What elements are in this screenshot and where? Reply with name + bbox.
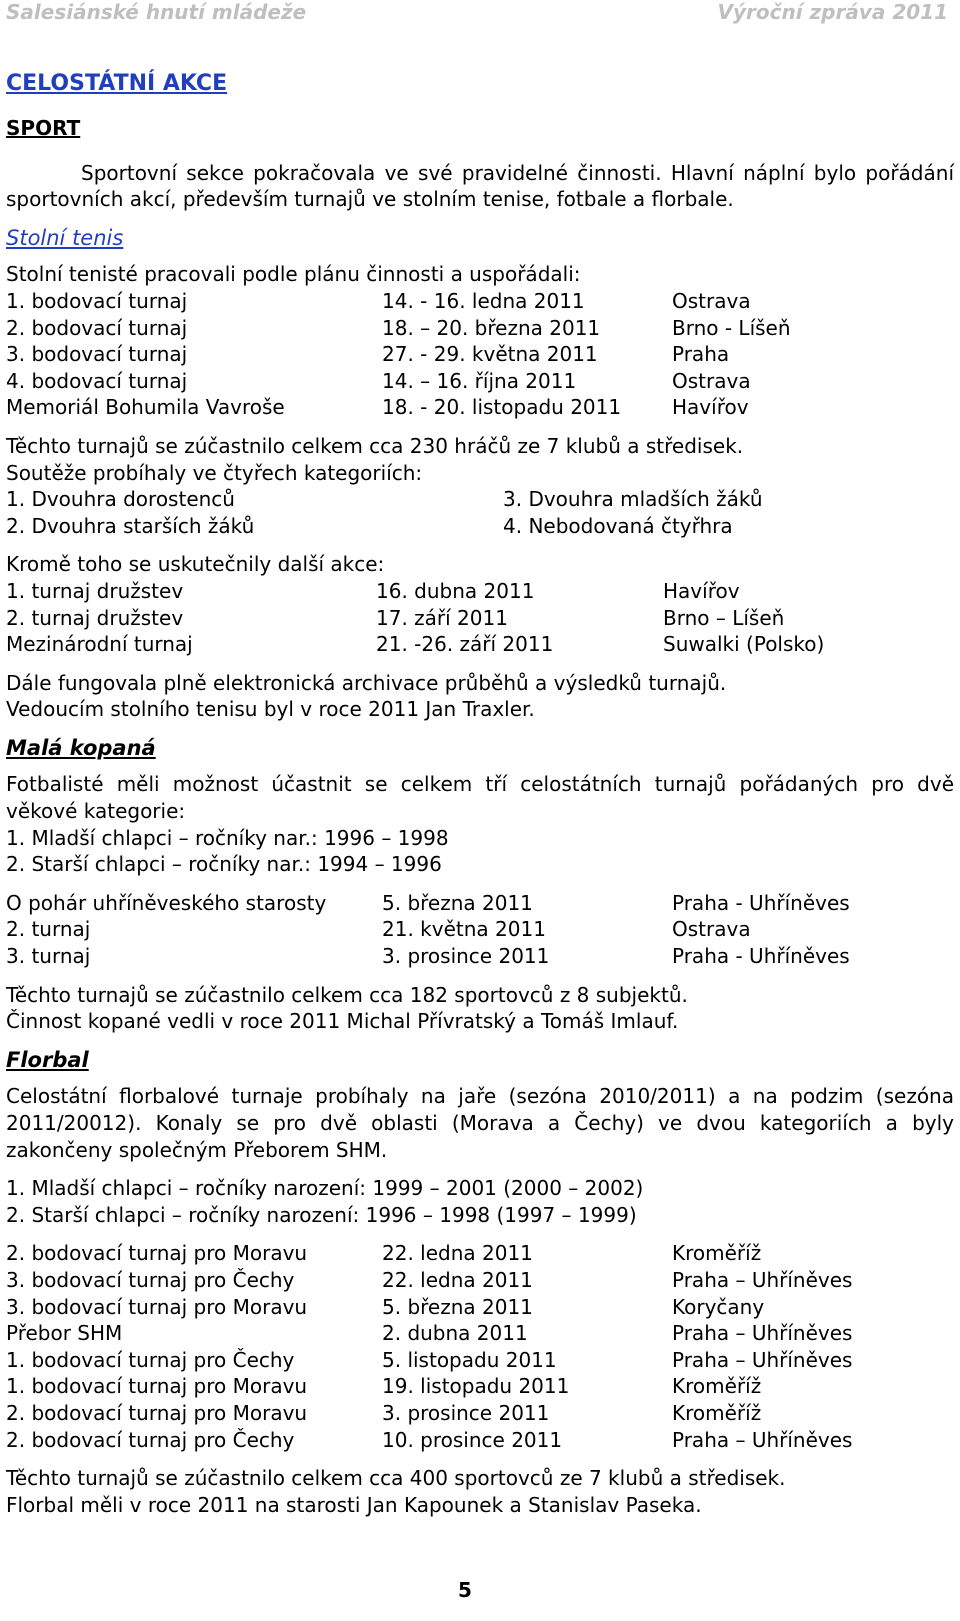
fb-category-1: 1. Mladší chlapci – ročníky narození: 1999 – 2001 (2000 – 2002) <box>6 1176 644 1201</box>
event-name: 2. bodovací turnaj <box>6 315 188 340</box>
page-content <box>6 70 954 1518</box>
event-date: 14. - 16. ledna 2011 <box>382 288 585 313</box>
event-date: 19. listopadu 2011 <box>382 1374 570 1399</box>
table-row <box>6 1373 954 1400</box>
event-name: 3. bodovací turnaj pro Čechy <box>6 1267 295 1292</box>
table-row <box>6 890 954 917</box>
tt-lead: Stolní tenisté pracovali podle plánu činnosti a uspořádali: <box>6 262 581 287</box>
event-date: 18. - 20. listopadu 2011 <box>382 395 622 420</box>
event-date: 3. prosince 2011 <box>382 944 550 969</box>
event-date: 10. prosince 2011 <box>382 1427 563 1452</box>
event-date: 21. května 2011 <box>382 917 546 942</box>
tt-note-leader: Vedoucím stolního tenisu byl v roce 2011 Jan Traxler. <box>6 697 535 722</box>
event-name: 2. turnaj <box>6 917 91 942</box>
event-place: Praha – Uhříněves <box>672 1347 853 1372</box>
tt-more-lead: Kromě toho se uskutečnily další akce: <box>6 552 385 577</box>
category: 4. Nebodovaná čtyřhra <box>503 513 733 538</box>
event-place: Brno – Líšeň <box>663 605 785 630</box>
page-header <box>6 0 948 24</box>
event-date: 16. dubna 2011 <box>376 578 535 603</box>
table-row <box>6 578 954 605</box>
table-row <box>6 1267 954 1294</box>
event-place: Kroměříž <box>672 1241 762 1266</box>
event-place: Suwalki (Polsko) <box>663 632 825 657</box>
table-row <box>6 368 954 395</box>
subsection-heading-football: Malá kopaná <box>6 735 156 760</box>
table-row <box>6 631 954 658</box>
event-name: Mezinárodní turnaj <box>6 632 193 657</box>
mk-note-participants: Těchto turnajů se zúčastnilo celkem cca 182 sportovců z 8 subjektů. <box>6 982 688 1007</box>
event-name: 2. bodovací turnaj pro Moravu <box>6 1241 308 1266</box>
event-place: Koryčany <box>672 1294 765 1319</box>
event-name: Memoriál Bohumila Vavroše <box>6 395 285 420</box>
event-date: 27. - 29. května 2011 <box>382 342 598 367</box>
page-number: 5 <box>458 1578 472 1602</box>
event-date: 5. března 2011 <box>382 890 533 915</box>
event-place: Praha – Uhříněves <box>672 1267 853 1292</box>
table-row <box>6 605 954 632</box>
event-date: 5. listopadu 2011 <box>382 1347 557 1372</box>
event-place: Brno - Líšeň <box>672 315 791 340</box>
event-name: 1. turnaj družstev <box>6 578 184 603</box>
header-org: Salesiánské hnutí mládeže <box>6 0 307 24</box>
subsection-heading-table-tennis: Stolní tenis <box>6 225 124 250</box>
event-name: 3. bodovací turnaj pro Moravu <box>6 1294 308 1319</box>
tt-summary-participants: Těchto turnajů se zúčastnilo celkem cca 230 hráčů ze 7 klubů a středisek. <box>6 433 744 458</box>
event-name: 4. bodovací turnaj <box>6 368 188 393</box>
fb-category-2: 2. Starší chlapci – ročníky narození: 1996 – 1998 (1997 – 1999) <box>6 1202 637 1227</box>
table-row <box>6 1347 954 1374</box>
table-row <box>6 1240 954 1267</box>
fb-note-leaders: Florbal měli v roce 2011 na starosti Jan Kapounek a Stanislav Paseka. <box>6 1492 702 1517</box>
table-row <box>6 1427 954 1454</box>
event-name: 2. turnaj družstev <box>6 605 184 630</box>
mk-lead: Fotbalisté měli možnost účastnit se celkem tří celostátních turnajů pořádaných pro dvě věkové kategorie: <box>6 772 954 824</box>
table-row <box>6 394 954 421</box>
category: 1. Dvouhra dorostenců <box>6 487 235 512</box>
event-place: Praha <box>672 342 730 367</box>
mk-events-table <box>6 890 954 970</box>
event-name: 1. bodovací turnaj pro Čechy <box>6 1347 295 1372</box>
category: 3. Dvouhra mladších žáků <box>503 487 763 512</box>
tt-events-table <box>6 288 954 421</box>
tt-summary-categories: Soutěže probíhaly ve čtyřech kategoriích: <box>6 460 423 485</box>
table-row <box>6 486 954 513</box>
table-row <box>6 315 954 342</box>
section-heading-sport: SPORT <box>6 116 81 140</box>
event-name: Přebor SHM <box>6 1321 123 1346</box>
header-report: Výroční zpráva 2011 <box>717 0 948 24</box>
table-row <box>6 341 954 368</box>
intro-paragraph: Sportovní sekce pokračovala ve své pravidelné činnosti. Hlavní náplní bylo pořádání sportovních akcí, především turnajů ve stolním tenise, fotbale a florbale. <box>6 160 954 212</box>
event-date: 14. – 16. října 2011 <box>382 368 577 393</box>
mk-note-leaders: Činnost kopané vedli v roce 2011 Michal Přívratský a Tomáš Imlauf. <box>6 1009 679 1034</box>
table-row <box>6 1320 954 1347</box>
event-place: Ostrava <box>672 368 751 393</box>
subsection-heading-floorball: Florbal <box>6 1047 89 1072</box>
event-date: 5. března 2011 <box>382 1294 533 1319</box>
tt-note-archive: Dále fungovala plně elektronická archivace průběhů a výsledků turnajů. <box>6 670 727 695</box>
event-place: Kroměříž <box>672 1374 762 1399</box>
fb-events-table <box>6 1240 954 1453</box>
event-date: 18. – 20. března 2011 <box>382 315 601 340</box>
event-place: Ostrava <box>672 917 751 942</box>
page-title: CELOSTÁTNÍ AKCE <box>6 71 228 96</box>
table-row <box>6 288 954 315</box>
event-place: Kroměříž <box>672 1400 762 1425</box>
event-name: 1. bodovací turnaj <box>6 288 188 313</box>
tt-categories <box>6 486 954 539</box>
event-date: 17. září 2011 <box>376 605 508 630</box>
event-date: 22. ledna 2011 <box>382 1241 533 1266</box>
event-place: Havířov <box>672 395 749 420</box>
event-date: 22. ledna 2011 <box>382 1267 533 1292</box>
fb-lead: Celostátní florbalové turnaje probíhaly na jaře (sezóna 2010/2011) a na podzim (sezóna 2011/20012). Konaly se pro dvě oblasti (Morava a Čechy) ve dvou kategoriích a byly zakončeny společným Přeborem SHM. <box>6 1084 954 1162</box>
event-name: 2. bodovací turnaj pro Čechy <box>6 1427 295 1452</box>
event-date: 3. prosince 2011 <box>382 1400 550 1425</box>
event-name: 3. bodovací turnaj <box>6 342 188 367</box>
fb-note-participants: Těchto turnajů se zúčastnilo celkem cca 400 sportovců ze 7 klubů a středisek. <box>6 1466 786 1491</box>
event-place: Praha – Uhříněves <box>672 1427 853 1452</box>
table-row <box>6 1294 954 1321</box>
event-place: Praha - Uhříněves <box>672 944 850 969</box>
event-name: 3. turnaj <box>6 944 91 969</box>
mk-category-1: 1. Mladší chlapci – ročníky nar.: 1996 – 1998 <box>6 825 449 850</box>
event-place: Havířov <box>663 578 740 603</box>
table-row <box>6 513 954 540</box>
event-name: O pohár uhříněveského starosty <box>6 890 327 915</box>
table-row <box>6 916 954 943</box>
mk-category-2: 2. Starší chlapci – ročníky nar.: 1994 – 1996 <box>6 852 442 877</box>
event-place: Praha – Uhříněves <box>672 1321 853 1346</box>
event-name: 1. bodovací turnaj pro Moravu <box>6 1374 308 1399</box>
event-place: Praha - Uhříněves <box>672 890 850 915</box>
table-row <box>6 1400 954 1427</box>
event-date: 2. dubna 2011 <box>382 1321 528 1346</box>
table-row <box>6 943 954 970</box>
category: 2. Dvouhra starších žáků <box>6 513 255 538</box>
event-date: 21. -26. září 2011 <box>376 632 554 657</box>
event-name: 2. bodovací turnaj pro Moravu <box>6 1400 308 1425</box>
tt-more-events <box>6 578 954 658</box>
event-place: Ostrava <box>672 288 751 313</box>
